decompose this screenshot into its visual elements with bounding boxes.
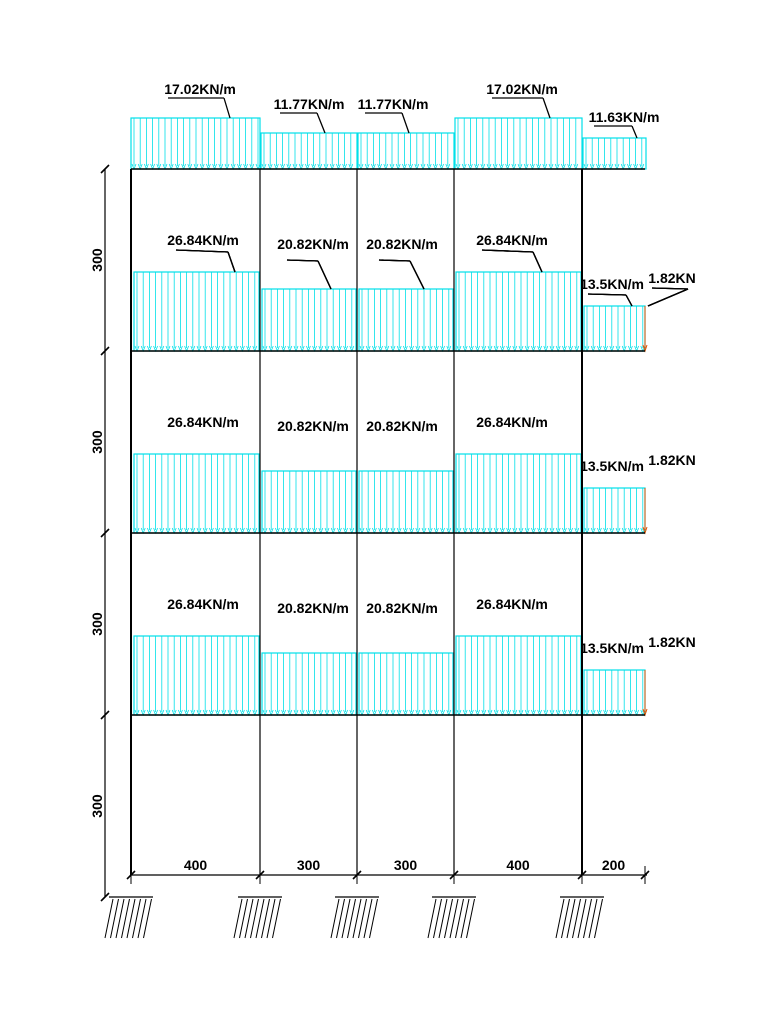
roof-label-1-leader [224, 98, 230, 118]
load-block-outline [134, 272, 259, 351]
floor3-label-5-leader [626, 295, 632, 306]
floor2-label-4-text: 26.84KN/m [476, 414, 548, 430]
load-block-outline [134, 636, 259, 715]
floor3-label-3 [366, 260, 438, 616]
load-block-outline [262, 289, 356, 351]
floor3-load-3 [359, 653, 453, 715]
floor2-label-5-text: 13.5KN/m [580, 458, 644, 474]
floor1-label-4-text: 26.84KN/m [476, 232, 548, 248]
floor3-label-1-leader [228, 252, 235, 272]
load-block-outline [455, 118, 582, 169]
floor3-label-3-underline [379, 260, 410, 261]
load-block-outline [359, 653, 453, 715]
roof-label-3-leader [402, 113, 409, 133]
span-label-3: 300 [393, 857, 418, 873]
roof-label-3 [358, 96, 429, 133]
roof-label-5 [589, 109, 660, 138]
floor3-label-2-leader [318, 261, 331, 289]
floor1-label-4 [476, 232, 548, 272]
fixed-support-1 [105, 897, 153, 938]
floor3-load-5 [584, 670, 645, 715]
roof-label-3-text: 11.77KN/m [357, 96, 429, 112]
load-block-outline [358, 133, 454, 169]
floor3-label-4-underline [482, 250, 533, 252]
floor3-label-5 [580, 294, 644, 656]
roof-label-2 [274, 96, 345, 133]
floor3-label-5-underline [588, 294, 626, 295]
load-block-outline [262, 471, 356, 533]
load-block-outline [134, 454, 259, 533]
roof-label-1 [164, 81, 236, 118]
roof-label-4-text: 17.02KN/m [486, 81, 558, 97]
load-block-outline [262, 653, 356, 715]
roof-label-4 [486, 81, 558, 118]
load-block-outline [456, 636, 581, 715]
floor2-load-2 [262, 471, 356, 533]
fixed-supports [105, 897, 604, 938]
floor2-label-3-text: 20.82KN/m [366, 418, 438, 434]
floor1-label-2-text: 20.82KN/m [277, 236, 349, 252]
point-load-arrow [643, 306, 647, 351]
roof-load-5 [583, 138, 646, 169]
point-load-arrow [643, 488, 647, 533]
floor3-label-1 [167, 250, 239, 612]
fixed-support-5 [556, 897, 604, 938]
floor1-label-2 [277, 236, 349, 289]
floor1-load-2 [262, 289, 356, 351]
floor1-point-label-text: 1.82KN [648, 270, 696, 286]
fixed-support-3 [331, 897, 379, 938]
floor1-label-1-text: 26.84KN/m [167, 232, 239, 248]
floor1-label-3 [366, 236, 438, 289]
load-block-outline [359, 471, 453, 533]
floor2-label-4 [476, 250, 548, 430]
floor3-label-2 [277, 260, 349, 616]
floor1-load-3 [359, 289, 453, 351]
roof-label-5-leader [632, 126, 637, 138]
floor3-load-2 [262, 653, 356, 715]
floor2-point-label [648, 288, 696, 468]
span-label-4: 400 [506, 857, 530, 873]
roof-load-2 [261, 133, 357, 169]
floor2-label-1-text: 26.84KN/m [167, 414, 239, 430]
fixed-support-4 [428, 897, 476, 938]
floor1-load-4 [456, 272, 581, 351]
floor2-label-1 [167, 250, 239, 430]
roof-load-3 [358, 133, 454, 169]
load-block-outline [261, 133, 357, 169]
floor3-label-4-leader [533, 252, 542, 272]
span-label-5: 200 [601, 857, 626, 873]
floor3-label-2-underline [287, 260, 318, 261]
span-label-2: 300 [296, 857, 321, 873]
floor2-load-3 [359, 471, 453, 533]
frame-members [131, 169, 645, 875]
load-block-outline [456, 454, 581, 533]
roof-load-1 [131, 118, 260, 169]
floor1-label-3-text: 20.82KN/m [366, 236, 438, 252]
floor1-label-5-text: 13.5KN/m [580, 276, 644, 292]
floor3-point-label-underline [652, 288, 688, 289]
roof-label-5-text: 11.63KN/m [588, 109, 660, 125]
floor2-load-4 [456, 454, 581, 533]
roof-label-4-leader [543, 98, 550, 118]
floor3-label-4 [476, 250, 548, 612]
storey-label-3: 300 [89, 612, 105, 636]
roof-label-2-text: 11.77KN/m [273, 96, 345, 112]
point-load-arrow [643, 670, 647, 715]
fixed-support-2 [234, 897, 282, 938]
floor3-label-5-text: 13.5KN/m [580, 640, 644, 656]
floor1-load-5 [584, 306, 645, 351]
span-label-1: 400 [183, 857, 208, 873]
load-block-outline [359, 289, 453, 351]
floor3-load-4 [456, 636, 581, 715]
floor3-label-1-underline [176, 250, 228, 252]
storey-label-2: 300 [89, 430, 105, 454]
floor1-load-1 [134, 272, 259, 351]
roof-load-4 [455, 118, 582, 169]
floor3-point-label-leader [648, 289, 688, 306]
floor2-load-1 [134, 454, 259, 533]
floor3-label-2-text: 20.82KN/m [277, 600, 349, 616]
floor3-point-label-text: 1.82KN [648, 634, 696, 650]
roof-label-1-text: 17.02KN/m [164, 81, 236, 97]
roof-label-2-leader [317, 113, 325, 133]
load-block-outline [456, 272, 581, 351]
floor2-label-3 [366, 260, 438, 434]
floor3-label-3-leader [410, 261, 424, 289]
floor2-load-5 [584, 488, 645, 533]
floor2-label-2-text: 20.82KN/m [277, 418, 349, 434]
floor3-label-1-text: 26.84KN/m [167, 596, 239, 612]
floor3-point-label [648, 288, 696, 650]
floor3-load-1 [134, 636, 259, 715]
storey-label-4: 300 [89, 794, 105, 818]
load-block-outline [131, 118, 260, 169]
floor1-label-5 [580, 276, 644, 306]
storey-label-1: 300 [89, 248, 105, 272]
floor2-point-label-text: 1.82KN [648, 452, 696, 468]
floor3-label-3-text: 20.82KN/m [366, 600, 438, 616]
floor3-label-4-text: 26.84KN/m [476, 596, 548, 612]
